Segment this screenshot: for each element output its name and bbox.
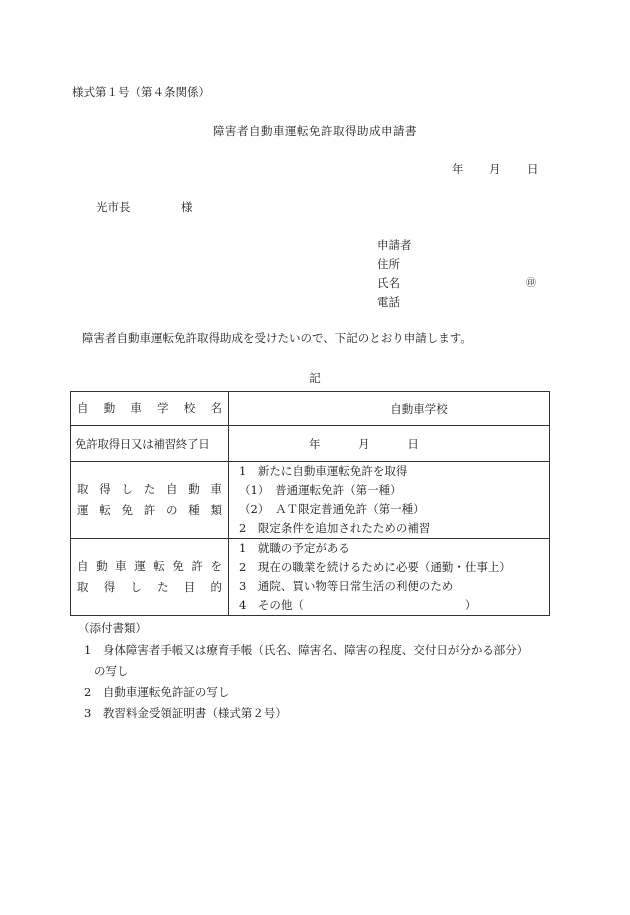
form-number: 様式第１号（第４条関係） [72, 85, 210, 99]
date-year: 年 [452, 162, 464, 176]
label-char: 自 [77, 559, 89, 573]
application-table [70, 391, 550, 616]
attachment-item: 1 身体障害者手帳又は療育手帳（氏名、障害名、障害の程度、交付日が分かる部分） [84, 643, 529, 657]
label-char: 得 [103, 580, 116, 594]
label-char: 許 [191, 559, 203, 573]
addressee [96, 199, 193, 215]
label-char: た [157, 580, 169, 594]
label-char: 転 [153, 559, 165, 573]
label-char: 校 [183, 401, 196, 415]
purpose-row [71, 539, 550, 616]
attachments-list [84, 640, 528, 724]
label-char: を [210, 559, 222, 573]
ki-heading: 記 [309, 371, 321, 385]
purpose-label-line2 [71, 577, 228, 598]
phone-label: 電話 [377, 295, 400, 309]
name-label: 氏名 [377, 276, 400, 290]
name-row [377, 274, 547, 293]
license-type-options-cell [229, 462, 550, 539]
label-char: 動 [96, 559, 108, 573]
address-label: 住所 [377, 257, 400, 271]
label-char: 運 [134, 559, 146, 573]
seal-mark: ㊞ [526, 278, 536, 289]
purpose-option[interactable]: 2 現在の職業を続けるために必要（通勤・仕事上） [239, 560, 511, 574]
purpose-option[interactable]: 3 通院、買い物等日常生活の利便のため [239, 579, 454, 593]
label-char: 動 [188, 482, 200, 496]
label-char: 動 [103, 401, 116, 415]
applicant-heading: 申請者 [377, 238, 412, 252]
license-type-label-line1 [71, 479, 228, 500]
label-char: 取 [77, 580, 89, 594]
license-option[interactable]: （1） 普通運転免許（第一種） [239, 483, 402, 497]
school-label-cell [71, 392, 229, 426]
license-type-label-line2 [71, 500, 228, 521]
attachment-item-continuation: の写し [94, 664, 129, 678]
completion-row [71, 426, 550, 462]
label-char: 名 [210, 401, 222, 415]
label-char: し [130, 580, 142, 594]
license-option[interactable]: 2 限定条件を追加されたための補習 [239, 521, 431, 535]
label-char: 許 [143, 503, 156, 517]
addressee-honorific: 様 [181, 200, 193, 214]
completion-label: 免許取得日又は補習終了日 [75, 436, 210, 451]
label-char: 自 [77, 401, 89, 415]
attachment-item: 2 自動車運転免許証の写し [84, 685, 230, 699]
intro-text: 障害者自動車運転免許取得助成を受けたいので、下記のとおり申請します。 [82, 331, 472, 345]
school-label [71, 398, 228, 419]
school-row [71, 392, 550, 426]
label-char: 免 [121, 503, 133, 517]
school-value-cell[interactable] [229, 392, 550, 426]
label-char: 取 [77, 482, 89, 496]
date-month: 月 [489, 162, 501, 176]
school-value: 自動車学校 [390, 401, 448, 416]
attachments-heading: （添付書類） [78, 621, 147, 635]
label-char: 車 [130, 401, 142, 415]
completion-value-cell[interactable] [229, 426, 550, 462]
label-char: 目 [183, 580, 196, 594]
date-day: 日 [527, 162, 539, 176]
completion-label-cell [71, 426, 229, 462]
label-char: 免 [172, 559, 184, 573]
label-char: 学 [157, 401, 169, 415]
license-option[interactable]: （2） ＡＴ限定普通免許（第一種） [239, 502, 425, 516]
label-char: の [166, 503, 178, 517]
purpose-option[interactable]: 1 就職の予定がある [239, 541, 350, 555]
label-char: 的 [210, 580, 222, 594]
label-char: 類 [210, 503, 222, 517]
license-type-label-cell [71, 462, 229, 539]
purpose-options-cell [229, 539, 550, 616]
label-char: 種 [188, 503, 200, 517]
document-title: 障害者自動車運転免許取得助成申請書 [213, 124, 417, 138]
label-char: 車 [210, 482, 222, 496]
label-char: た [143, 482, 156, 496]
license-option[interactable]: 1 新たに自動車運転免許を取得 [239, 464, 408, 478]
purpose-option[interactable]: 4 その他（ ） [239, 598, 477, 612]
label-char: 運 [77, 503, 89, 517]
purpose-label-line1 [71, 556, 228, 577]
label-char: 得 [99, 482, 111, 496]
attachment-item: 3 教習料金受領証明書（様式第２号） [84, 706, 287, 720]
label-char: 車 [115, 559, 127, 573]
completion-month: 月 [358, 436, 370, 451]
addressee-name: 光市長 [96, 200, 131, 214]
completion-year: 年 [309, 436, 321, 451]
label-char: 自 [166, 482, 178, 496]
label-char: 転 [99, 503, 111, 517]
label-char: し [121, 482, 133, 496]
purpose-label-cell [71, 539, 229, 616]
applicant-block [377, 236, 547, 312]
completion-day: 日 [407, 436, 419, 451]
license-type-row [71, 462, 550, 539]
